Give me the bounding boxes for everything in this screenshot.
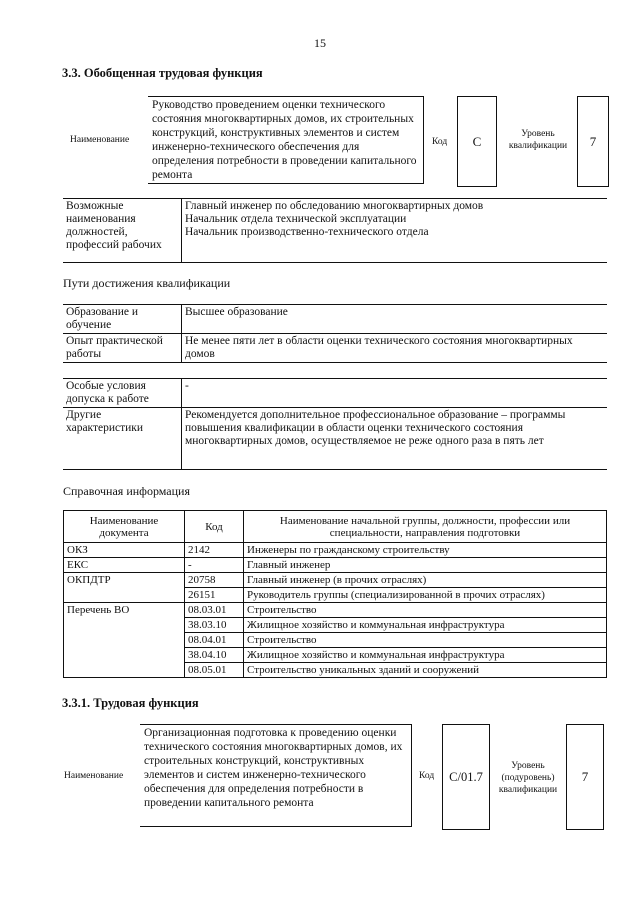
level-value: 7 — [566, 724, 604, 830]
ref-name: Жилищное хозяйство и коммунальная инфраструктура — [244, 648, 607, 663]
level-label: Уровень (подуровень) квалификации — [498, 761, 558, 795]
ref-name: Строительство уникальных зданий и сооружений — [244, 663, 607, 678]
name-label: Наименование — [64, 771, 124, 781]
code-label: Код — [432, 137, 448, 147]
ref-code: 08.04.01 — [185, 633, 244, 648]
other-characteristics-value: Рекомендуется дополнительное профессиональное образование – программы повышения квалификации в области оценки технического состояния многоквартирных домов, осуществляемое не реже одного раза в пять лет — [182, 408, 608, 470]
ref-doc: Перечень ВО — [64, 603, 185, 678]
code-value: С/01.7 — [442, 724, 490, 830]
ref-doc: ЕКС — [64, 558, 185, 573]
qualification-paths-heading: Пути достижения квалификации — [63, 276, 231, 290]
experience-label: Опыт практической работы — [63, 334, 182, 363]
qualification-paths-table — [63, 304, 607, 363]
ref-header-doc: Наименование документа — [64, 511, 185, 543]
position-item: Начальник производственно-технического отдела — [185, 226, 429, 238]
reference-table — [63, 510, 607, 678]
ref-header-code: Код — [185, 511, 244, 543]
level-value: 7 — [577, 96, 609, 187]
ref-code: 2142 — [185, 543, 244, 558]
special-conditions-label: Особые условия допуска к работе — [63, 379, 182, 408]
ref-code: 20758 — [185, 573, 244, 588]
special-conditions-value: - — [182, 379, 608, 408]
ref-name: Руководитель группы (специализированной в прочих отраслях) — [244, 588, 607, 603]
table-row — [64, 543, 607, 558]
reference-info-heading: Справочная информация — [63, 484, 190, 498]
section-heading-3-3-1: 3.3.1. Трудовая функция — [62, 696, 199, 710]
other-characteristics-label: Другие характеристики — [63, 408, 182, 470]
ref-code: 38.04.10 — [185, 648, 244, 663]
labor-function-name: Организационная подготовка к проведению оценки технического состояния многоквартирных домов, их строительных конструкций, конструктивных элементов и систем инженерно-технического обеспечения для определения потребности в проведении капитального ремонта — [140, 724, 412, 827]
table-row — [64, 603, 607, 618]
ref-code: 08.03.01 — [185, 603, 244, 618]
position-item: Главный инженер по обследованию многоквартирных домов — [185, 200, 484, 212]
ref-name: Главный инженер — [244, 558, 607, 573]
education-label: Образование и обучение — [63, 305, 182, 334]
page-number: 15 — [314, 36, 326, 50]
code-label: Код — [419, 771, 435, 781]
conditions-table — [63, 378, 607, 470]
table-row — [64, 558, 607, 573]
ref-name: Инженеры по гражданскому строительству — [244, 543, 607, 558]
ref-doc: ОКЗ — [64, 543, 185, 558]
positions-values — [182, 199, 608, 263]
positions-label: Возможные наименования должностей, профессий рабочих — [63, 199, 182, 263]
ref-name: Строительство — [244, 603, 607, 618]
ref-doc: ОКПДТР — [64, 573, 185, 603]
ref-name: Строительство — [244, 633, 607, 648]
ref-code: 26151 — [185, 588, 244, 603]
table-row — [64, 573, 607, 588]
experience-value: Не менее пяти лет в области оценки технического состояния многоквартирных домов — [182, 334, 608, 363]
section-heading-3-3: 3.3. Обобщенная трудовая функция — [62, 66, 263, 80]
ref-name: Жилищное хозяйство и коммунальная инфраструктура — [244, 618, 607, 633]
positions-table — [63, 198, 607, 263]
education-value: Высшее образование — [182, 305, 608, 334]
ref-name: Главный инженер (в прочих отраслях) — [244, 573, 607, 588]
level-label: Уровень квалификации — [508, 129, 568, 151]
position-item: Начальник отдела технической эксплуатации — [185, 213, 407, 225]
name-label: Наименование — [70, 135, 130, 145]
ref-code: 38.03.10 — [185, 618, 244, 633]
code-value: С — [457, 96, 497, 187]
ref-code: 08.05.01 — [185, 663, 244, 678]
generalized-function-name: Руководство проведением оценки технического состояния многоквартирных домов, их строительных конструкций, конструктивных элементов и систем инженерно-технического обеспечения для определения потребности в проведении капитального ремонта — [148, 96, 424, 184]
ref-code: - — [185, 558, 244, 573]
ref-header-name: Наименование начальной группы, должности, профессии или специальности, направления подготовки — [244, 511, 607, 543]
